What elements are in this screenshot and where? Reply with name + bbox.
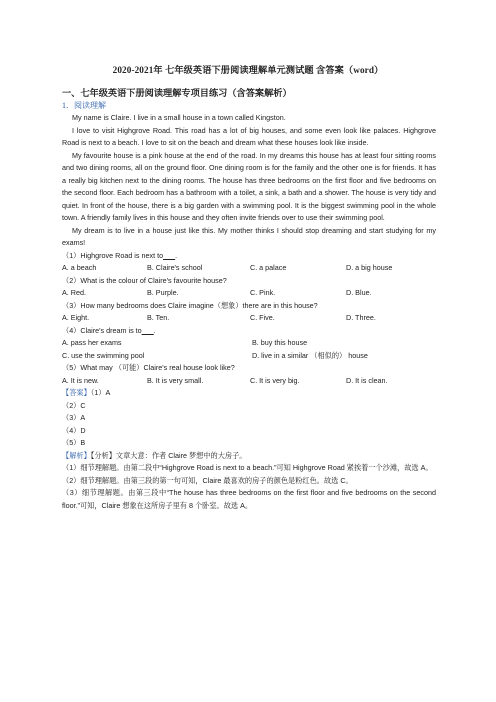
option: B. buy this house xyxy=(252,338,308,347)
answer-line: （3）A xyxy=(62,413,86,422)
option: D. a big house xyxy=(346,263,393,272)
document-title: 2020-2021年 七年级英语下册阅读理解单元测试题 含答案（word） xyxy=(112,65,384,75)
option: B. Ten. xyxy=(147,313,170,322)
option: C. It is very big. xyxy=(250,375,300,385)
question-number: 1．阅读理解 xyxy=(62,101,106,110)
question-stem: （3）How many bedrooms does Claire imagine（想象）there are in this house? xyxy=(62,300,318,310)
answer-label: 【答案】 xyxy=(62,388,91,397)
option: A. It is new. xyxy=(62,375,99,385)
passage-paragraph: My dream is to live in a house just like this. My mother thinks I should stop dreaming and start studying for my exams! xyxy=(62,225,436,247)
option: C. Five. xyxy=(250,313,275,322)
options-row xyxy=(62,262,436,275)
option: C. Pink. xyxy=(250,288,276,297)
options-row xyxy=(62,337,436,350)
option: C. a palace xyxy=(250,263,287,272)
question-stem: （5）What may （可能）Claire's real house look like? xyxy=(62,363,235,372)
option: D. live in a similar （相似的） house xyxy=(252,350,368,360)
passage-paragraph: I love to visit Highgrove Road. This road has a lot of big houses, and some even look like palaces. Highgrove Road is next to a beach. I love to sit on the beach and dream what these houses look like inside. xyxy=(62,125,436,147)
option: A. Red. xyxy=(62,288,86,297)
option: D. Three. xyxy=(346,313,376,322)
option: A. a beach xyxy=(62,263,97,272)
answer-blank: ___ xyxy=(141,325,154,335)
analysis-item: （3）细节理解题。由第三段中“The house has three bedrooms on the first floor and five bedrooms on the second floor.”可知，Claire 想象在这所房子里有 8 个卧室。故选 A。 xyxy=(62,488,436,510)
passage-paragraph: My favourite house is a pink house at the end of the road. In my dreams this house has at least four sitting rooms and two dining rooms, all on the ground floor. One dining room is for the family and the other one is for friends. It has a really big kitchen next to the dining rooms. The house has three bedrooms on the first floor and five bedrooms on the second floor. Each bedroom has a bathroom with a toilet, a sink, a bath and a shower. The house is very tidy and quiet. In front of the house, there is a big garden with a swimming pool. It is the biggest swimming pool in the whole town. A friendly family lives in this house and they often invite friends over to use their swimming pool. xyxy=(62,150,436,222)
options-row xyxy=(62,350,436,363)
answer-line: （5）B xyxy=(62,438,86,447)
reading-content xyxy=(62,112,436,512)
option: A. pass her exams xyxy=(62,338,122,347)
options-row xyxy=(62,312,436,325)
option: C. use the swimming pool xyxy=(62,350,145,360)
passage-paragraph: My name is Claire. I live in a small house in a town called Kingston. xyxy=(72,113,286,122)
answer-blank: ___ xyxy=(163,250,176,260)
answer-line: （4）D xyxy=(62,425,86,435)
question-stem: （2）What is the colour of Claire's favourite house? xyxy=(62,275,227,285)
option: A. Eight. xyxy=(62,313,90,322)
option: B. Purple. xyxy=(147,288,179,297)
option: B. Claire's school xyxy=(147,263,203,272)
analysis-label: 【解析】 xyxy=(62,450,91,460)
options-row xyxy=(62,375,436,388)
analysis-item: （1）细节理解题。由第二段中“Highgrove Road is next to a beach.”可知 Highgrove Road 紧挨着一个沙滩，故选 A。 xyxy=(62,463,433,472)
answer-line: （2）C xyxy=(62,400,86,410)
answer-line: 【答案】（1）A xyxy=(62,388,111,397)
question-stem: （4）Claire's dream is to___. xyxy=(62,325,156,335)
options-row xyxy=(62,287,436,300)
question-stem: （1）Highgrove Road is next to___. xyxy=(62,250,178,260)
section-heading: 一、七年级英语下册阅读理解专项目练习（含答案解析） xyxy=(62,88,292,98)
option: D. It is clean. xyxy=(346,375,388,385)
analysis-intro: 【解析】【分析】文章大意：作者 Claire 梦想中的大房子。 xyxy=(62,450,247,460)
option: B. It is very small. xyxy=(147,375,204,385)
option: D. Blue. xyxy=(346,288,372,297)
analysis-item: （2）细节理解题。由第三段的第一句可知，Claire 最喜欢的房子的颜色是粉红色。故选 C。 xyxy=(62,475,353,485)
